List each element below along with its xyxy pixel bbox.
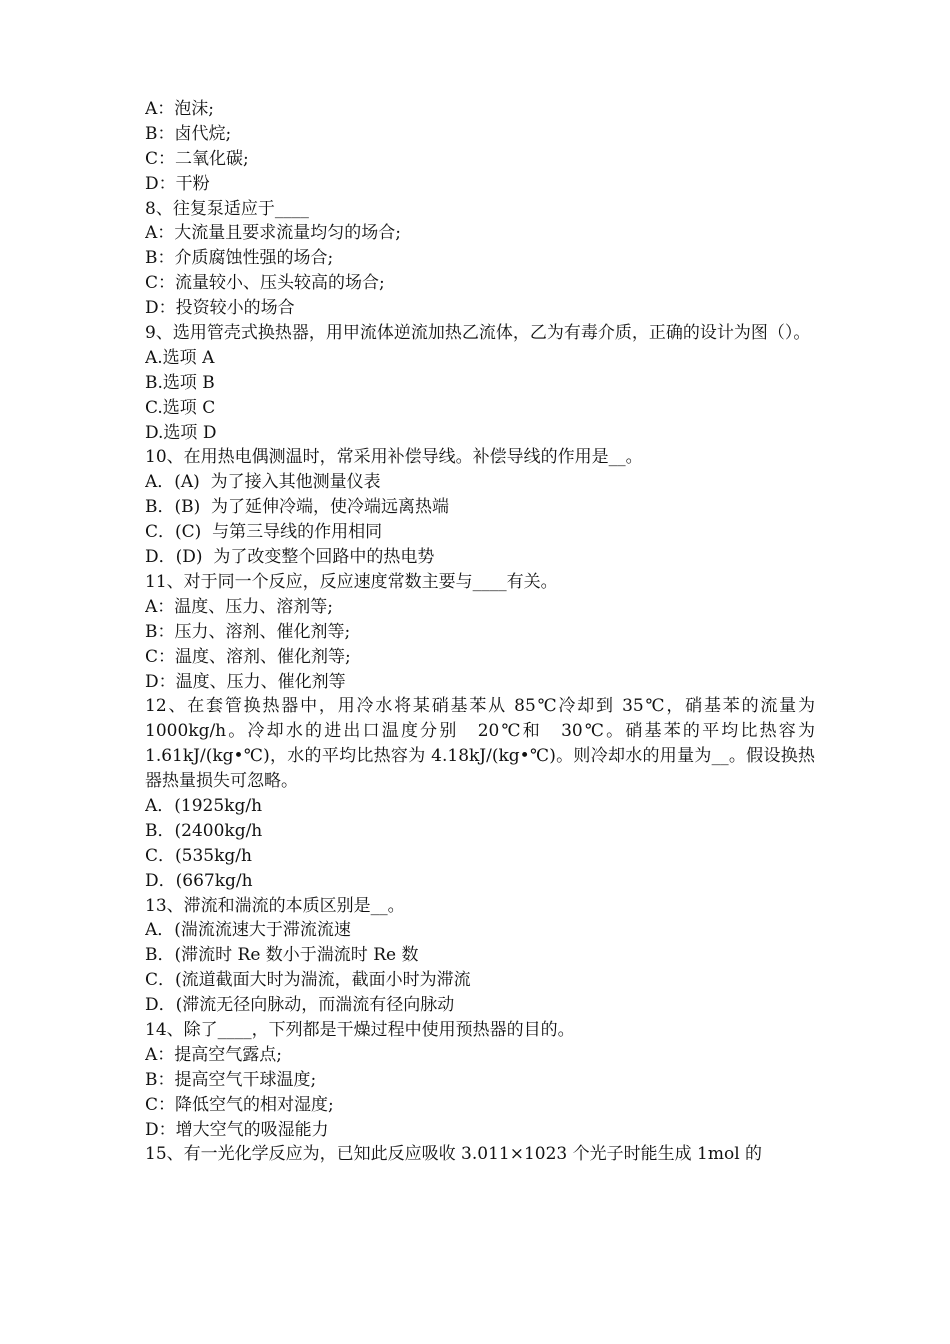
q14-option-c: C：降低空气的相对湿度; bbox=[145, 1094, 334, 1115]
document-page bbox=[145, 97, 815, 1167]
q9-option-b: B.选项 B bbox=[145, 372, 215, 393]
q7-option-a: A：泡沫; bbox=[145, 99, 215, 119]
q13-option-c: C．(流道截面大时为湍流，截面小时为滞流 bbox=[145, 970, 471, 991]
q14-question: 14、除了____，下列都是干燥过程中使用预热器的目的。 bbox=[145, 1020, 575, 1041]
q10-option-a: A．(A) 为了接入其他测量仪表 bbox=[145, 472, 381, 493]
q8-option-d: D：投资较小的场合 bbox=[145, 298, 295, 319]
q7-option-b: B：卤代烷; bbox=[145, 123, 232, 144]
q13-question: 13、滞流和湍流的本质区别是__。 bbox=[145, 895, 405, 916]
q13-option-b: B．(滞流时 Re 数小于湍流时 Re 数 bbox=[145, 945, 419, 966]
q13-option-a: A．(湍流流速大于滞流流速 bbox=[145, 920, 351, 941]
q9-question: 9、选用管壳式换热器，用甲流体逆流加热乙流体，乙为有毒介质，正确的设计为图（）。 bbox=[145, 323, 811, 344]
q7-option-c: C：二氧化碳; bbox=[145, 148, 249, 169]
q13-option-d: D．(滞流无径向脉动，而湍流有径向脉动 bbox=[145, 995, 455, 1016]
q10-option-c: C．(C) 与第三导线的作用相同 bbox=[145, 522, 383, 543]
q14-option-b: B：提高空气干球温度; bbox=[145, 1069, 317, 1090]
q11-question: 11、对于同一个反应，反应速度常数主要与____有关。 bbox=[145, 571, 558, 592]
q8-option-a: A：大流量且要求流量均匀的场合; bbox=[145, 223, 402, 244]
q14-option-d: D：增大空气的吸湿能力 bbox=[145, 1119, 329, 1140]
q9-option-d: D.选项 D bbox=[145, 422, 217, 443]
q8-option-b: B：介质腐蚀性强的场合; bbox=[145, 248, 334, 269]
q11-option-a: A：温度、压力、溶剂等; bbox=[145, 596, 334, 617]
q14-option-a: A：提高空气露点; bbox=[145, 1044, 283, 1065]
q15-question: 15、有一光化学反应为，已知此反应吸收 3.011×1023 个光子时能生成 1mol 的 bbox=[145, 1144, 763, 1165]
q11-option-c: C：温度、溶剂、催化剂等; bbox=[145, 646, 351, 667]
q12-option-d: D．(667kg/h bbox=[145, 870, 253, 891]
q7-option-d: D：干粉 bbox=[145, 173, 210, 194]
q10-question: 10、在用热电偶测温时，常采用补偿导线。补偿导线的作用是__。 bbox=[145, 447, 643, 468]
q10-option-d: D．(D) 为了改变整个回路中的热电势 bbox=[145, 547, 435, 568]
q12-option-a: A．(1925kg/h bbox=[145, 796, 263, 817]
q12-question: 12、在套管换热器中，用冷水将某硝基苯从 85℃冷却到 35℃，硝基苯的流量为 1000kg/h。冷却水的进出口温度分别 20℃和 30℃。硝基苯的平均比热容为 1.61kJ/(kg•℃)，水的平均比热容为 4.18kJ/(kg•℃)。则冷却水的用量为__。假设换热器热量损失可忽略。 bbox=[145, 696, 815, 792]
q12-option-b: B．(2400kg/h bbox=[145, 820, 263, 841]
q8-option-c: C：流量较小、压头较高的场合; bbox=[145, 273, 385, 294]
q9-option-c: C.选项 C bbox=[145, 397, 216, 418]
q9-option-a: A.选项 A bbox=[145, 347, 215, 368]
q11-option-d: D：温度、压力、催化剂等 bbox=[145, 671, 346, 692]
q10-option-b: B．(B) 为了延伸冷端，使冷端远离热端 bbox=[145, 497, 450, 518]
q11-option-b: B：压力、溶剂、催化剂等; bbox=[145, 621, 351, 642]
q8-question: 8、往复泵适应于____ bbox=[145, 198, 309, 219]
q12-option-c: C．(535kg/h bbox=[145, 845, 252, 866]
